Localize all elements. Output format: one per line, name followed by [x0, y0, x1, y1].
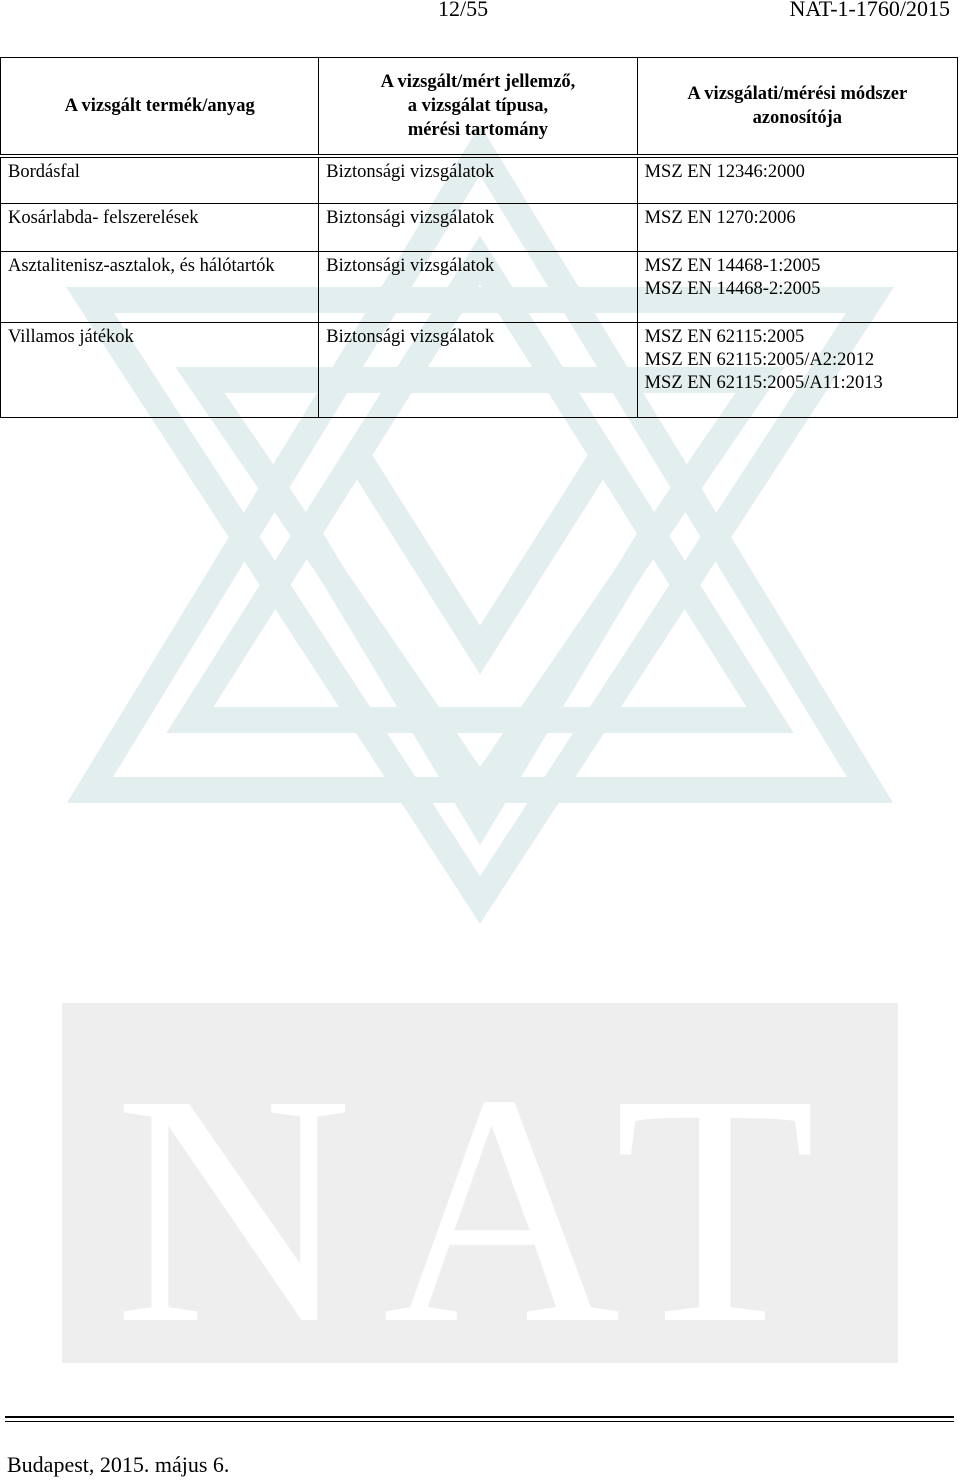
footer-place-date: Budapest, 2015. május 6.	[7, 1452, 230, 1477]
cell-method: MSZ EN 14468-1:2005 MSZ EN 14468-2:2005	[637, 252, 957, 323]
cell-test: Biztonsági vizsgálatok	[319, 156, 637, 204]
cell-product: Villamos játékok	[1, 323, 319, 418]
header-method: A vizsgálati/mérési módszer azonosítója	[637, 58, 957, 157]
footer-divider	[5, 1416, 954, 1418]
cell-product: Asztalitenisz-asztalok, és hálótartók	[1, 252, 319, 323]
table-row	[1, 156, 958, 204]
cell-test: Biztonsági vizsgálatok	[319, 323, 637, 418]
watermark-nat-text: NAT	[114, 1027, 846, 1392]
watermark-chevron-inner	[360, 460, 600, 650]
table-row	[1, 204, 958, 252]
cell-method: MSZ EN 62115:2005 MSZ EN 62115:2005/A2:2012 MSZ EN 62115:2005/A11:2013	[637, 323, 957, 418]
accreditation-scope-table	[0, 57, 958, 418]
footer-divider-thin	[5, 1421, 954, 1422]
table-row	[1, 323, 958, 418]
header-characteristic: A vizsgált/mért jellemző, a vizsgálat típusa, mérési tartomány	[319, 58, 637, 157]
cell-product: Kosárlabda- felszerelések	[1, 204, 319, 252]
page-number: 12/55	[438, 0, 489, 21]
cell-test: Biztonsági vizsgálatok	[319, 204, 637, 252]
table-header-row	[1, 58, 958, 157]
cell-method: MSZ EN 1270:2006	[637, 204, 957, 252]
cell-test: Biztonsági vizsgálatok	[319, 252, 637, 323]
header-product: A vizsgált termék/anyag	[1, 58, 319, 157]
cell-product: Bordásfal	[1, 156, 319, 204]
table-row	[1, 252, 958, 323]
document-id: NAT-1-1760/2015	[789, 0, 950, 21]
cell-method: MSZ EN 12346:2000	[637, 156, 957, 204]
